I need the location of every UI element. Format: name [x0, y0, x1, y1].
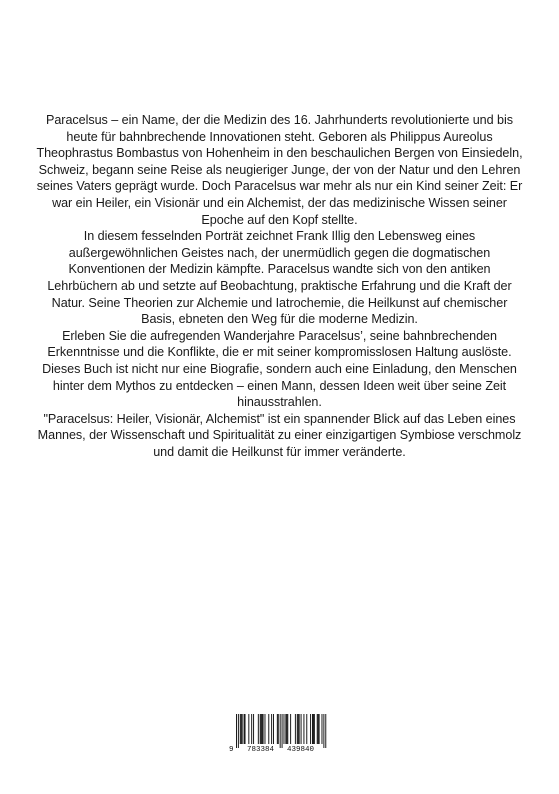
- barcode-bar: [297, 714, 298, 744]
- barcode-digits: [228, 744, 332, 756]
- barcode-bar: [290, 714, 291, 744]
- barcode-bar: [240, 714, 241, 744]
- barcode-bar: [260, 714, 261, 744]
- barcode-bar: [273, 714, 274, 744]
- barcode-bars: [228, 714, 332, 748]
- barcode-bar: [263, 714, 264, 744]
- barcode-bar: [299, 714, 300, 744]
- blurb-paragraph: In diesem fesselnden Porträt zeichnet Frank Illig den Lebensweg eines außergewöhnlichen Geistes nach, der unermüdlich gegen die dogmatischen Konventionen der Medizin kämpfte. Paracelsus wandte sich von den antiken Lehrbüchern ab und setzte auf Beobachtung, praktische Erfahrung und die Kraft der Natur. Seine Theorien zur Alchemie und Iatrochemie, die Heilkunst auf chemischer Basis, ebneten den Weg für die moderne Medizin.: [47, 229, 512, 327]
- barcode-bar: [261, 714, 262, 744]
- barcode-bar: [242, 714, 243, 744]
- barcode-bar: [244, 714, 245, 744]
- barcode-bar: [282, 714, 283, 748]
- blurb-paragraph: Erleben Sie die aufregenden Wanderjahre Paracelsus’, seine bahnbrechenden Erkenntnisse und die Konflikte, die er mit seiner kompromisslosen Haltung auslöste. Dieses Buch ist nicht nur eine Biografie, sondern auch eine Einladung, den Menschen hinter dem Mythos zu entdecken – einen Mann, dessen Ideen weit über seine Zeit hinausstrahlen.: [42, 328, 517, 410]
- barcode-bar: [319, 714, 320, 744]
- barcode-bar: [245, 714, 246, 744]
- barcode-bar: [313, 714, 314, 744]
- barcode-bar: [325, 714, 326, 748]
- barcode-bar: [262, 714, 263, 744]
- barcode-bar: [278, 714, 279, 744]
- barcode-bar: [280, 714, 281, 748]
- barcode-bar: [265, 714, 266, 744]
- barcode-bar: [277, 714, 278, 744]
- barcode-bar: [314, 714, 315, 744]
- blurb-paragraph: Paracelsus – ein Name, der die Medizin des 16. Jahrhunderts revolutionierte und bis heute für bahnbrechende Innovationen steht. Geboren als Philippus Aureolus Theophrastus Bombastus von Hohenheim in den beschaulichen Bergen von Einsiedeln, Schweiz, begann seine Reise als neugieriger Junge, der von der Natur und den Lehren seines Vaters geprägt wurde. Doch Paracelsus war mehr als nur ein Kind seiner Zeit: Er war ein Heiler, ein Visionär und ein Alchemist, der das medizinische Wissen seiner Epoche auf den Kopf stellte.: [36, 113, 523, 227]
- barcode-bar: [253, 714, 254, 744]
- barcode-bar: [271, 714, 272, 744]
- barcode-bar: [285, 714, 286, 744]
- barcode-bar: [318, 714, 319, 744]
- barcode-bar: [238, 714, 239, 748]
- barcode-bar: [301, 714, 302, 744]
- barcode-bar: [303, 714, 304, 744]
- barcode-digits-right: 439840: [287, 746, 315, 754]
- blurb-paragraph: "Paracelsus: Heiler, Visionär, Alchemist" ist ein spannender Blick auf das Leben eines Mannes, der Wissenschaft und Spiritualität zu einer einzigartigen Symbiose verschmolz und damit die Heilkunst für immer veränderte.: [37, 411, 522, 459]
- isbn-barcode: [228, 714, 332, 756]
- barcode-bar: [258, 714, 259, 744]
- barcode-bar: [310, 714, 311, 744]
- barcode-bar: [286, 714, 287, 744]
- barcode-bar: [306, 714, 307, 744]
- barcode-bar: [295, 714, 296, 744]
- barcode-bar: [298, 714, 299, 744]
- barcode-bar: [284, 714, 285, 744]
- barcode-bar: [317, 714, 318, 744]
- barcode-bar: [236, 714, 237, 748]
- barcode-bar: [241, 714, 242, 744]
- back-cover-blurb: [34, 112, 525, 460]
- barcode-bar: [287, 714, 288, 744]
- barcode-bar: [248, 714, 249, 744]
- barcode-digit-first: 9: [229, 746, 234, 754]
- barcode-digits-left: 783384: [247, 746, 275, 754]
- barcode-bar: [322, 714, 323, 744]
- barcode-bar: [268, 714, 269, 744]
- barcode-bar: [323, 714, 324, 748]
- barcode-bar: [251, 714, 252, 744]
- barcode-bar: [312, 714, 313, 744]
